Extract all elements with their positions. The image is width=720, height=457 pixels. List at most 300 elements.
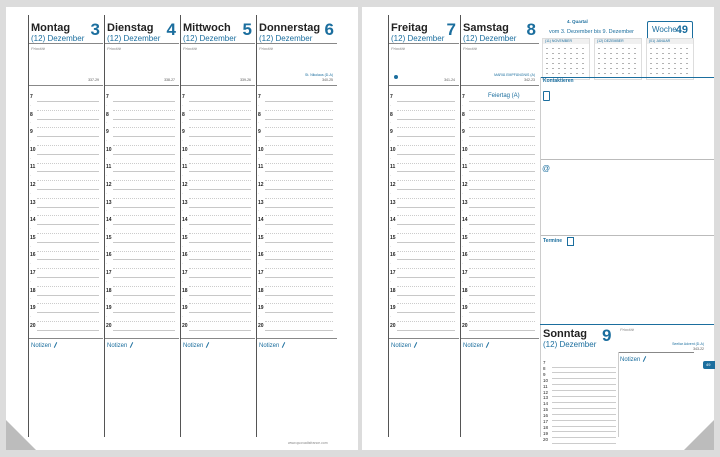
half-hour-row[interactable] [461,102,535,111]
hour-label: 15 [462,234,468,241]
hour-row[interactable] [461,199,535,208]
hour-label: 11 [390,164,396,171]
half-hour-row[interactable] [105,207,175,216]
notes-label: Notizen [31,342,56,349]
hour-row[interactable] [257,304,333,313]
day-column-monday[interactable] [28,15,103,437]
half-hour-row[interactable] [257,119,333,128]
half-hour-row[interactable] [389,190,455,199]
half-hour-dot: · [462,226,464,231]
half-hour-row[interactable] [389,243,455,252]
hour-label: 19 [182,305,188,312]
hour-row[interactable] [105,181,175,190]
hour-row[interactable] [29,146,99,155]
hour-label: 7 [258,94,261,100]
hour-label: 12 [543,389,549,395]
hour-row[interactable] [257,93,333,102]
hour-row[interactable] [181,234,251,243]
half-hour-row[interactable] [29,190,99,199]
hour-label: 16 [182,252,188,259]
mini-calendar-title: (11) NOVEMBER [543,39,589,44]
contacts-label: Kontaktieren [543,78,574,84]
hour-row[interactable] [257,111,333,120]
hour-row[interactable] [389,111,455,120]
half-hour-dot: · [258,102,260,108]
half-hour-row[interactable] [461,313,535,322]
week-tab[interactable]: 49 [703,361,715,369]
half-hour-dot: · [30,138,32,143]
hour-label: 13 [182,199,188,206]
hour-row[interactable] [389,304,455,313]
hour-label: 10 [462,146,468,153]
hour-row[interactable] [461,304,535,313]
hour-row[interactable] [181,111,251,120]
hour-label: 12 [30,182,36,188]
pen-icon [643,356,646,362]
half-hour-row[interactable] [257,207,333,216]
hour-line [189,330,251,331]
hour-row[interactable] [461,269,535,278]
hour-row[interactable] [461,111,535,120]
panel-divider [540,77,541,437]
half-hour-dot: · [30,102,32,108]
email-icon: @ [542,164,551,173]
half-hour-row[interactable] [29,172,99,181]
hour-row[interactable] [181,251,251,260]
half-hour-row[interactable] [461,260,535,269]
notes-label: Notizen [259,342,284,349]
half-hour-row[interactable] [257,102,333,111]
saint-day: MARIÄ EMPFÄNGNIS (A) [494,73,535,77]
quarter-label: 4. Quartal [567,19,588,24]
hour-row[interactable] [461,322,535,331]
hour-row[interactable] [105,128,175,137]
half-hour-row[interactable] [461,172,535,181]
half-hour-row[interactable] [461,190,535,199]
hour-row[interactable] [389,93,455,102]
half-hour-row[interactable] [389,278,455,287]
half-hour-row[interactable] [105,243,175,252]
hour-row[interactable] [389,163,455,172]
half-hour-row[interactable] [181,172,251,181]
half-hour-row[interactable] [461,243,535,252]
hour-row[interactable] [181,216,251,225]
hour-row[interactable] [389,322,455,331]
hour-label: 15 [30,234,36,241]
hour-row[interactable] [461,216,535,225]
hour-row[interactable] [257,216,333,225]
hour-label: 18 [182,287,188,294]
hour-row[interactable] [461,163,535,172]
hour-label: 16 [106,252,112,259]
day-column-friday[interactable] [388,15,459,437]
hour-row[interactable] [257,287,333,296]
hour-row[interactable] [29,269,99,278]
mini-calendar-november[interactable] [542,38,590,80]
half-hour-row[interactable] [461,225,535,234]
day-of-year: 340-25 [322,78,333,82]
day-number: 5 [242,20,252,39]
day-number: 3 [90,20,100,39]
hour-line [113,330,175,331]
half-hour-row[interactable] [461,137,535,146]
priority-label: Priorität [107,46,121,51]
half-hour-row[interactable] [29,102,99,111]
half-hour-row[interactable] [461,155,535,164]
hour-row[interactable] [257,199,333,208]
hour-label: 16 [462,252,468,259]
hour-row[interactable] [105,199,175,208]
half-hour-row[interactable] [105,295,175,304]
half-hour-row[interactable] [461,295,535,304]
hour-grid[interactable] [461,93,539,338]
hour-row[interactable] [105,287,175,296]
hour-label: 16 [30,252,36,259]
page-corner [684,420,714,450]
hour-label: 19 [543,430,549,436]
header-divider [461,85,539,86]
half-hour-row[interactable] [389,119,455,128]
hour-label: 17 [543,419,549,424]
hour-row[interactable] [29,234,99,243]
hour-row[interactable] [389,234,455,243]
day-number: 6 [324,20,334,39]
hour-label: 8 [390,111,393,118]
hour-label: 15 [543,407,549,413]
half-hour-row[interactable] [181,207,251,216]
half-hour-row[interactable] [181,190,251,199]
half-hour-row[interactable] [29,207,99,216]
hour-label: 8 [258,111,261,118]
half-hour-row[interactable] [181,137,251,146]
hour-label: 19 [390,305,396,312]
half-hour-row[interactable] [105,313,175,322]
mini-calendar-january[interactable] [646,38,694,80]
hour-row[interactable] [389,128,455,137]
hour-label: 10 [30,146,36,153]
half-hour-row[interactable] [257,313,333,322]
half-hour-row[interactable] [105,278,175,287]
day-column-saturday[interactable] [460,15,539,437]
hour-label: 18 [543,424,549,430]
half-hour-row[interactable] [389,172,455,181]
half-hour-row[interactable] [389,260,455,269]
half-hour-row[interactable] [105,190,175,199]
appointments-label: Termine [543,238,563,244]
sunday-notes-label: Notizen [620,356,645,363]
hour-label: 19 [30,305,36,312]
half-hour-row[interactable] [389,225,455,234]
half-hour-row[interactable] [181,119,251,128]
day-column-thursday[interactable] [256,15,337,437]
half-hour-row[interactable] [389,137,455,146]
hour-label: 17 [462,270,468,276]
half-hour-row[interactable] [181,260,251,269]
hour-row[interactable] [105,163,175,172]
half-hour-dot: · [182,261,184,267]
half-hour-dot: · [106,243,108,249]
half-hour-row[interactable] [105,260,175,269]
half-hour-row[interactable] [257,172,333,181]
hour-row[interactable] [389,199,455,208]
half-hour-row[interactable] [181,243,251,252]
hour-label: 7 [182,94,185,100]
week-label: Woche [652,25,677,34]
hour-row[interactable] [105,322,175,331]
notes-divider [257,338,337,339]
hour-row[interactable] [461,234,535,243]
half-hour-row[interactable] [181,225,251,234]
half-hour-row[interactable] [389,295,455,304]
hour-row[interactable] [29,181,99,190]
hour-label: 14 [543,401,549,407]
hour-row[interactable] [181,199,251,208]
half-hour-dot: · [258,120,260,126]
half-hour-dot: · [390,208,392,214]
holiday-label: Feiertag (A) [488,93,520,99]
hour-row[interactable] [105,146,175,155]
pen-icon [282,342,285,348]
half-hour-dot: · [258,173,260,179]
half-hour-dot: · [30,155,32,161]
hour-row[interactable] [257,234,333,243]
half-hour-row[interactable] [29,295,99,304]
clipboard-icon [567,237,574,246]
hour-grid[interactable] [181,93,255,338]
half-hour-row[interactable] [105,155,175,164]
half-hour-dot: · [182,278,184,284]
half-hour-row[interactable] [389,102,455,111]
hour-row[interactable] [181,146,251,155]
hour-row[interactable] [29,287,99,296]
half-hour-row[interactable] [105,119,175,128]
hour-row[interactable] [461,146,535,155]
half-hour-dot: · [30,243,32,249]
hour-label: 10 [106,146,112,153]
half-hour-row[interactable] [29,225,99,234]
hour-row[interactable] [389,216,455,225]
hour-label: 8 [30,111,33,118]
hour-label: 12 [182,182,188,188]
half-hour-dot: · [258,226,260,231]
half-hour-dot: · [182,314,184,319]
hour-row[interactable] [257,146,333,155]
left-page [6,7,358,450]
half-hour-row[interactable] [389,155,455,164]
hour-row[interactable] [181,163,251,172]
half-hour-dot: · [258,138,260,143]
mini-calendar-title: (12) DEZEMBER [595,39,641,44]
half-hour-row[interactable] [389,313,455,322]
mini-calendar-december[interactable] [594,38,642,80]
hour-row[interactable] [257,181,333,190]
half-hour-row[interactable] [29,243,99,252]
half-hour-row[interactable] [29,278,99,287]
header-divider [461,43,539,44]
half-hour-row[interactable] [461,278,535,287]
half-hour-row[interactable] [257,243,333,252]
hour-row[interactable] [181,322,251,331]
hour-row[interactable] [105,234,175,243]
mini-calendar-days [596,46,640,77]
hour-label: 10 [390,146,396,153]
half-hour-row[interactable] [257,190,333,199]
day-number: 4 [166,20,176,39]
hour-line [552,443,616,444]
half-hour-row[interactable] [181,278,251,287]
hour-label: 10 [543,377,549,383]
hour-line [265,330,333,331]
hour-row[interactable] [461,287,535,296]
hour-row[interactable] [105,111,175,120]
header-divider [257,43,337,44]
half-hour-row[interactable] [105,102,175,111]
hour-row[interactable] [461,128,535,137]
hour-row[interactable] [105,93,175,102]
day-name: Montag [31,22,71,34]
hour-row[interactable] [29,111,99,120]
hour-row[interactable] [257,322,333,331]
hour-grid[interactable] [105,93,179,338]
hour-row[interactable] [181,93,251,102]
hour-label: 9 [182,129,185,136]
half-hour-dot: · [182,138,184,143]
month-label: (12) Dezember [107,34,161,43]
half-hour-row[interactable] [257,295,333,304]
month-label: (12) Dezember [259,34,313,43]
hour-label: 11 [30,164,36,171]
half-hour-dot: · [30,261,32,267]
half-hour-dot: · [106,226,108,231]
hour-label: 11 [182,164,188,171]
hour-label: 13 [543,395,549,401]
half-hour-dot: · [258,278,260,284]
hour-row[interactable] [389,287,455,296]
half-hour-row[interactable] [257,155,333,164]
half-hour-row[interactable] [29,155,99,164]
hour-label: 20 [258,322,264,329]
hour-row[interactable] [181,287,251,296]
hour-label: 11 [462,164,468,171]
hour-label: 13 [106,199,112,206]
hour-label: 15 [390,234,396,241]
hour-row[interactable] [29,163,99,172]
hour-label: 13 [258,199,264,206]
hour-row[interactable] [105,304,175,313]
half-hour-row[interactable] [181,155,251,164]
hour-label: 9 [258,129,261,136]
hour-row[interactable] [461,181,535,190]
hour-row[interactable] [29,128,99,137]
hour-grid[interactable] [257,93,337,338]
hour-grid[interactable] [29,93,103,338]
half-hour-row[interactable] [181,313,251,322]
day-column-wednesday[interactable] [180,15,255,437]
hour-label: 16 [258,252,264,259]
half-hour-dot: · [462,190,464,196]
half-hour-row[interactable] [29,260,99,269]
hour-row[interactable] [29,216,99,225]
hour-row[interactable] [389,251,455,260]
hour-row[interactable] [461,251,535,260]
hour-row[interactable] [257,128,333,137]
half-hour-row[interactable] [461,207,535,216]
hour-row[interactable] [181,181,251,190]
half-hour-row[interactable] [257,137,333,146]
hour-row[interactable] [257,251,333,260]
header-divider [389,43,459,44]
half-hour-row[interactable] [181,295,251,304]
hour-line [397,330,455,331]
hour-label: 13 [390,199,396,206]
hour-row[interactable] [257,269,333,278]
half-hour-row[interactable] [105,225,175,234]
half-hour-dot: · [106,155,108,161]
half-hour-row[interactable] [29,313,99,322]
half-hour-dot: · [182,243,184,249]
half-hour-row[interactable] [257,278,333,287]
hour-row[interactable] [389,269,455,278]
hour-row[interactable] [29,93,99,102]
half-hour-row[interactable] [105,172,175,181]
sunday-hour-row[interactable] [542,436,616,445]
hour-label: 7 [543,360,546,365]
half-hour-row[interactable] [29,137,99,146]
hour-row[interactable] [29,304,99,313]
priority-label: Priorität [620,327,634,332]
header-divider [105,43,179,44]
half-hour-dot: · [462,138,464,143]
footer-url: www.quovadisfrance.com [288,441,328,445]
half-hour-row[interactable] [257,225,333,234]
day-column-tuesday[interactable] [104,15,179,437]
hour-row[interactable] [29,322,99,331]
hour-row[interactable] [389,146,455,155]
hour-label: 11 [543,383,548,389]
hour-row[interactable] [29,199,99,208]
hour-label: 20 [390,322,396,329]
hour-label: 8 [462,111,465,118]
day-number: 8 [526,20,536,39]
hour-row[interactable] [181,269,251,278]
hour-row[interactable] [257,163,333,172]
half-hour-row[interactable] [257,260,333,269]
half-hour-row[interactable] [29,119,99,128]
sunday-month: (12) Dezember [543,340,597,349]
hour-row[interactable] [181,128,251,137]
hour-grid[interactable] [389,93,459,338]
hour-row[interactable] [389,181,455,190]
hour-label: 20 [30,322,36,329]
hour-row[interactable] [181,304,251,313]
hour-row[interactable] [105,251,175,260]
hour-row[interactable] [105,269,175,278]
half-hour-dot: · [390,120,392,126]
hour-row[interactable] [105,216,175,225]
half-hour-dot: · [106,261,108,267]
hour-row[interactable] [29,251,99,260]
hour-label: 8 [543,365,546,371]
hour-label: 18 [390,287,396,294]
half-hour-row[interactable] [181,102,251,111]
half-hour-row[interactable] [105,137,175,146]
hour-label: 9 [462,129,465,136]
hour-label: 11 [258,164,264,171]
half-hour-row[interactable] [461,119,535,128]
half-hour-dot: · [182,190,184,196]
hour-label: 18 [30,287,36,294]
half-hour-row[interactable] [389,207,455,216]
